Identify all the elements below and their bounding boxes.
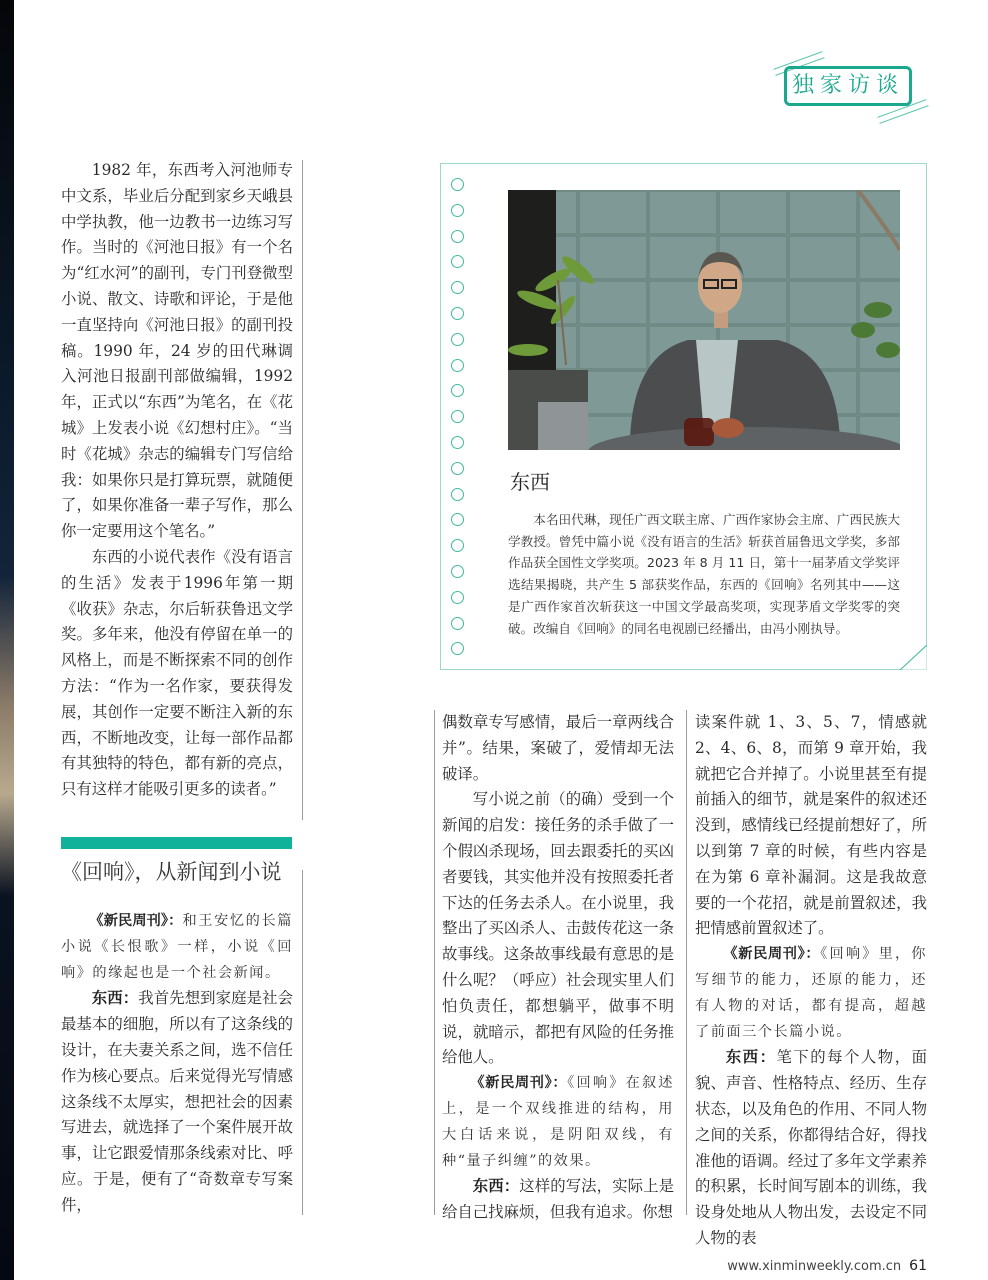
binder-ring-icon [451,591,464,604]
interviewee-answer [695,1045,927,1251]
speaker-label: 《新民周刊》： [89,912,183,929]
interview-column-middle [442,710,674,1226]
author-bio [508,509,900,639]
interviewer-question [442,1071,674,1174]
interviewer-question [61,909,293,986]
paragraph-text: 读案件就 1、3、5、7，情感就 2、4、6、8，而第 9 章开始，我就把它合并掉了。小说里甚至有提前插入的细节，就是案件的叙述还没到，感情线已经提前想好了，所以到第 7 章的时候，有些内容是在为第 6 章补漏洞。这是我故意要的一个花招，就是前置叙述，我把情感前置叙述了。 [695,713,927,938]
left-column [61,158,293,1218]
binder-ring-icon [451,230,464,243]
column-divider [302,160,303,820]
page-number: 61 [909,1257,927,1274]
paragraph-text: 《回响》里，你写细节的能力，还原的能力，还有人物的对话，都有提高，超越了前面三个长篇小说。 [695,946,927,1040]
interviewee-answer [61,986,293,1218]
interviewer-question [695,942,927,1045]
paragraph-text: 我首先想到家庭是社会最基本的细胞，所以有了这条线的设计，在夫妻关系之间，选不信任作为核心要点。后来觉得光写情感这条线不太厚实，想把社会的因素写进去，就选择了一个案件展开故事，让它跟爱情那条线索对比、呼应。于是，便有了“奇数章专写案件， [61,989,293,1214]
column-divider [302,870,303,1215]
speaker-label: 《新民周刊》： [470,1075,568,1092]
interviewee-answer [442,1174,674,1226]
interviewee-answer [442,787,674,1071]
website-url: www.xinminweekly.com.cn [727,1258,902,1274]
section-bar [61,837,292,849]
column-divider [434,710,435,1215]
section-badge: 独家访谈 [784,66,912,106]
paragraph-text: 这样的写法，实际上是给自己找麻烦，但我有追求。你想 [442,1177,674,1222]
speaker-label: 东西： [91,989,139,1008]
author-photo [508,190,900,450]
paragraph-text: 和王安忆的长篇小说《长恨歌》一样，小说《回响》的缘起也是一个社会新闻。 [61,912,293,981]
author-photo-illustration [508,190,900,450]
speaker-label: 《新民周刊》： [723,946,821,963]
binder-ring-icon [451,333,464,346]
intro-column [61,158,293,803]
interviewee-answer [442,710,674,787]
binder-ring-icon [451,488,464,501]
binder-ring-icon [451,617,464,630]
bio-text: 本名田代琳，现任广西文联主席、广西作家协会主席、广西民族大学教授。曾凭中篇小说《没有语言的生活》斩获首届鲁迅文学奖，多部作品获全国性文学奖项。2023 年 8 月 11 日，第十一届茅盾文学奖评选结果揭晓，共产生 5 部获奖作品，东西的《回响》名列其中——这是广西作家首次斩获这一中国文学最高奖项，实现茅盾文学奖零的突破。改编自《回响》的同名电视剧已经播出，由冯小刚执导。 [508,512,900,636]
interview-column-left [61,909,293,1219]
column-divider [686,710,687,1215]
paragraph: 东西的小说代表作《没有语言的生活》发表于1996年第一期《收获》杂志，尔后斩获鲁迅文学奖。多年来，他没有停留在单一的风格上，而是不断探索不同的创作方法：“作为一名作家，要获得发展，其创作一定要不断注入新的东西，不断地改变，让每一部作品都有其独特的特色，都有新的亮点，只有这样才能吸引更多的读者。” [61,547,293,799]
paragraph-text: 写小说之前（的确）受到一个新闻的启发：接任务的杀手做了一个假凶杀现场，回去跟委托的买凶者要钱，其实他并没有按照委托者下达的任务去杀人。在小说里，我整出了买凶杀人、击鼓传花这一条故事线。这条故事线最有意思的是什么呢？（呼应）社会现实里人们怕负责任，都想躺平，做事不明说，就暗示，都把有风险的任务推给他人。 [442,790,674,1067]
binder-ring-icon [451,178,464,191]
speaker-label: 东西： [472,1177,520,1196]
paragraph-text: 笔下的每个人物，面貌、声音、性格特点、经历、生存状态，以及角色的作用、不同人物之间的关系，你都得结合好，得找准他的语调。经过了多年文学素养的积累，长时间写剧本的训练，我设身处地从人物出发，去设定不同人物的表 [695,1048,927,1247]
paragraph-text: 《回响》在叙述上，是一个双线推进的结构，用大白话来说，是阴阳双线，有种“量子纠缠”的效果。 [442,1075,674,1169]
binder-ring-icon [451,307,464,320]
right-column [695,710,927,1277]
paragraph: 1982 年，东西考入河池师专中文系，毕业后分配到家乡天峨县中学执教，他一边教书一边练习写作。当时的《河池日报》有一个名为“红水河”的副刊，专门刊登微型小说、散文、诗歌和评论，于是他一直坚持向《河池日报》的副刊投稿。1990 年，24 岁的田代琳调入河池日报副刊部做编辑，1992 年，正式以“东西”为笔名，在《花城》上发表小说《幻想村庄》。“当时《花城》杂志的编辑专门写信给我：如果你只是打算玩票，就随便了，如果你准备一辈子写作，那么你一定要用这个笔名。” [61,161,293,541]
paragraph-text: 偶数章专写感情，最后一章两线合并”。结果，案破了，爱情却无法破译。 [442,713,674,783]
speaker-label: 东西： [725,1048,777,1067]
page-footer [695,1256,927,1277]
interviewee-answer [695,710,927,942]
binder-ring-icon [451,204,464,217]
author-name: 东西 [510,470,550,494]
section-heading: 《回响》，从新闻到小说 [61,859,282,884]
binder-ring-icon [451,462,464,475]
binder-ring-icon [451,359,464,372]
binder-ring-icon [451,565,464,578]
previous-page-photo-edge [0,0,14,1280]
page-fold-icon [900,645,927,670]
interview-column-right [695,710,927,1252]
binder-ring-icon [451,436,464,449]
